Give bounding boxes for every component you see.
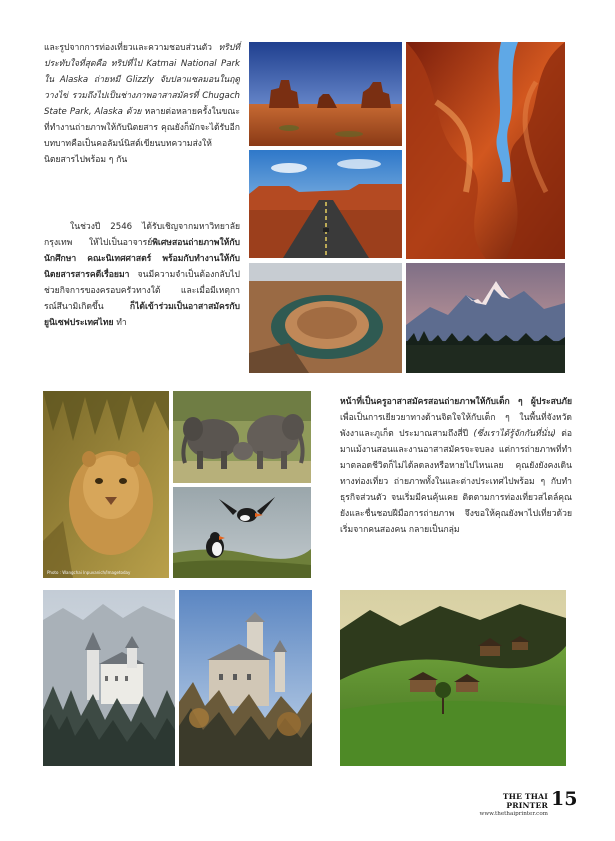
photo-green-valley bbox=[340, 590, 566, 766]
page-number: 15 bbox=[551, 788, 578, 810]
paragraph-2-lead: ในช่วงปี 2546 ได้รับเชิญจากมหาวิทยาลัยกรุงเทพ ให้ไปเป็นอาจารย์ bbox=[44, 222, 240, 248]
paragraph-1-italic: ทริปที่ประทับใจที่สุดคือ ทริปที่ไป Katmai National Park ใน Alaska ถ่ายหมี Glizzly จับปลาแซลมอนในฤดูวางไข่ รวมถึงไปเป็นช่างภาพอาสาสมัครที่ Chugach State Park, Alaska ด้วย bbox=[44, 43, 240, 117]
paragraph-1 bbox=[44, 40, 240, 168]
photo-desert-road bbox=[249, 150, 402, 258]
photo-credit: Photo : Wangchai Inpuvanich/Imagetoday bbox=[47, 570, 131, 575]
article-text-right bbox=[340, 394, 572, 538]
paragraph-3 bbox=[340, 394, 572, 538]
photo-monument-valley bbox=[249, 42, 402, 146]
paragraph-2-middle: จนมีความจำเป็นต้องกลับไปช่วยกิจการของครอบครัวทางใต้ และเมื่อมีเหตุการณ์สึนามิเกิดขึ้น bbox=[44, 270, 240, 312]
paragraph-2 bbox=[44, 219, 240, 331]
photo-horseshoe-bend bbox=[249, 263, 402, 373]
paragraph-2-bold-2: ก็ได้เข้าร่วมเป็นอาสาสมัครกับยูนิเซฟประเทศไทย bbox=[44, 302, 240, 328]
article-text-left-bottom bbox=[44, 219, 240, 331]
photo-mountain-range bbox=[406, 263, 565, 373]
paragraph-1-rest: หลายต่อหลายครั้งในขณะที่ทำงานถ่ายภาพให้กับนิตยสาร คุณยังก็มักจะได้รับอีกบทบาทคือเป็นคอลัมน์นิสต์เขียนบทความส่งให้นิตยสารไปพร้อม ๆ กัน bbox=[44, 107, 241, 165]
photo-castle-winter bbox=[43, 590, 175, 766]
photo-lioness bbox=[43, 391, 169, 578]
paragraph-1-lead: และรูปจากการท่องเที่ยวและความชอบส่วนตัว bbox=[44, 43, 219, 53]
paragraph-2-bold: พิเศษสอนถ่ายภาพให้กับนักศึกษา คณะนิเทศศาสตร์ พร้อมกับทำงานให้กับนิตยสารสารคดีเรื่อยมา bbox=[44, 238, 240, 280]
paragraph-3-rest: ต่อมาแม้งานสอนและงานอาสาสมัครจะจบลง แต่การถ่ายภาพที่ทำมาตลอดชีวิตก็ไม่ได้ลดลงหรือหายไปไหนเลย คุณยังยังคงเดินทางท่องเที่ยว ถ่ายภาพทั้งในและต่างประเทศไปพร้อม ๆ กับทำธุรกิจส่วนตัว จนเริ่มมีคนคุ้นเคย ติดตามการท่องเที่ยวสไตล์คุณยังและชื่นชอบฝีมือการถ่ายภาพ จึงขอให้คุณยังพาไปเที่ยวด้วย เริ่มจากคนสองคน กลายเป็นกลุ่ม bbox=[340, 429, 572, 535]
photo-elephants bbox=[173, 391, 311, 483]
footer-url: www.thethaiprinter.com bbox=[479, 811, 548, 817]
paragraph-2-end: ทำ bbox=[113, 318, 127, 328]
footer-brand-name: THE THAI PRINTER bbox=[502, 792, 548, 810]
photo-puffins bbox=[173, 487, 311, 578]
paragraph-3-italic: (ซึ่งเราได้รู้จักกันที่นั่น) bbox=[473, 429, 556, 439]
paragraph-3-lead: เพื่อเป็นการเยียวยาทางด้านจิตใจให้กับเด็ก ๆ ในพื้นที่จังหวัดพังงาและภูเก็ต ประมาณสามถึงสี่ปี bbox=[340, 413, 572, 439]
article-text-left-top bbox=[44, 40, 240, 168]
photo-antelope-canyon bbox=[406, 42, 565, 259]
paragraph-3-bold: หน้าที่เป็นครูอาสาสมัครสอนถ่ายภาพให้กับเด็ก ๆ ผู้ประสบภัย bbox=[340, 397, 572, 407]
footer-brand bbox=[472, 792, 548, 817]
photo-castle-autumn bbox=[179, 590, 312, 766]
